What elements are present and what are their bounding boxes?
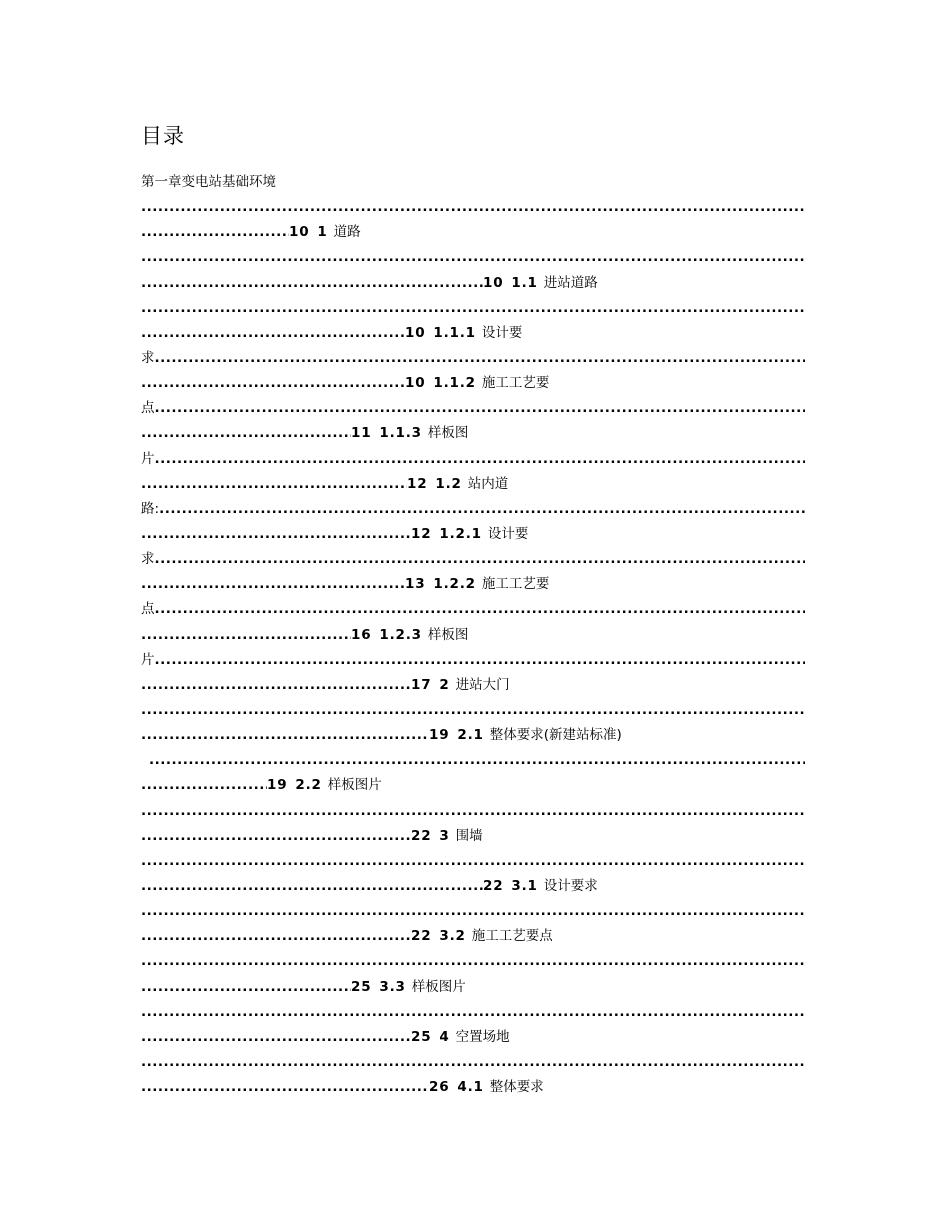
toc-entry-title: 整体要求(新建站标准) xyxy=(489,727,622,744)
toc-entry-title: 站内道 xyxy=(467,475,509,492)
toc-section-number: 3.3 xyxy=(379,978,406,995)
toc-section-number: 1.1.1 xyxy=(433,324,476,341)
toc-dot-leader xyxy=(141,195,805,220)
toc-entry[interactable] xyxy=(141,271,805,296)
toc-entry-continuation xyxy=(141,597,805,622)
toc-section-number: 3 xyxy=(439,827,450,844)
toc-entry-title: 围墙 xyxy=(455,827,483,844)
toc-page-number: 22 xyxy=(483,877,504,894)
toc-section-number: 4 xyxy=(439,1028,450,1045)
toc-entry-title-cont: 点 xyxy=(141,400,155,417)
toc-section-number: 1.1 xyxy=(511,274,538,291)
toc-entry[interactable] xyxy=(141,924,805,949)
toc-entry-continuation xyxy=(141,447,805,472)
toc-entry[interactable] xyxy=(141,874,805,899)
toc-page-number: 19 xyxy=(429,727,450,744)
toc-entry-title: 空置场地 xyxy=(455,1028,510,1045)
toc-section-number: 3.2 xyxy=(439,928,466,945)
toc-section-number: 1 xyxy=(317,224,328,241)
toc-section-number: 2.2 xyxy=(295,777,322,794)
toc-page-number: 12 xyxy=(411,525,432,542)
toc-page-number: 11 xyxy=(351,425,372,442)
toc-section-number: 4.1 xyxy=(457,1079,484,1096)
toc-entry[interactable] xyxy=(141,321,805,346)
toc-entry[interactable] xyxy=(141,472,805,497)
toc-section-number: 2.1 xyxy=(457,727,484,744)
toc-dot-leader xyxy=(141,1000,805,1025)
toc-entry-title: 设计要 xyxy=(481,324,523,341)
toc-entry[interactable] xyxy=(141,371,805,396)
toc-chapter-title: 第一章变电站基础环境 xyxy=(141,174,276,190)
toc-entry-title-cont: 片 xyxy=(141,450,155,467)
toc-entry-continuation xyxy=(141,396,805,421)
toc-section-number: 2 xyxy=(439,676,450,693)
toc-page-number: 26 xyxy=(429,1079,450,1096)
toc-entry[interactable] xyxy=(141,1025,805,1050)
toc-entry-title: 样板图片 xyxy=(411,978,466,995)
toc-entry[interactable] xyxy=(141,421,805,446)
toc-dot-leader xyxy=(141,899,805,924)
toc-dot-leader xyxy=(141,799,805,824)
toc-dot-leader xyxy=(141,698,805,723)
toc-dot-leader xyxy=(141,296,805,321)
toc-dot-leader xyxy=(141,1050,805,1075)
toc-section-number: 1.2.3 xyxy=(379,626,422,643)
toc-entry-title: 施工工艺要点 xyxy=(471,928,553,945)
toc-entry-title: 进站大门 xyxy=(455,676,510,693)
toc-entry-title-cont: 求 xyxy=(141,349,155,366)
toc-entry[interactable] xyxy=(141,522,805,547)
document-page xyxy=(141,0,805,1230)
toc-page-number: 10 xyxy=(289,224,310,241)
toc-section-number: 1.2.1 xyxy=(439,525,482,542)
toc-page-number: 22 xyxy=(411,928,432,945)
toc-page-number: 16 xyxy=(351,626,372,643)
toc-entry-title: 样板图 xyxy=(427,626,469,643)
toc-dot-leader xyxy=(141,949,805,974)
toc-entry-title-cont: 片 xyxy=(141,651,155,668)
toc-entry-title: 样板图 xyxy=(427,425,469,442)
toc-page-number: 10 xyxy=(405,324,426,341)
toc-entry-title: 整体要求 xyxy=(489,1079,544,1096)
toc-entry-continuation xyxy=(141,497,805,522)
toc-page-number: 10 xyxy=(483,274,504,291)
toc-entry-title-cont: 路: xyxy=(141,500,160,517)
toc-chapter-heading[interactable] xyxy=(141,170,805,195)
toc-page-number: 22 xyxy=(411,827,432,844)
toc-page-number: 10 xyxy=(405,375,426,392)
table-of-contents xyxy=(141,170,805,1100)
toc-page-number: 13 xyxy=(405,576,426,593)
toc-entry[interactable] xyxy=(141,824,805,849)
toc-dot-leader xyxy=(141,245,805,270)
toc-section-number: 3.1 xyxy=(511,877,538,894)
toc-entry-title: 施工工艺要 xyxy=(481,375,550,392)
toc-page-number: 12 xyxy=(407,475,428,492)
toc-entry-title: 样板图片 xyxy=(327,777,382,794)
toc-section-number: 1.1.3 xyxy=(379,425,422,442)
toc-page-number: 25 xyxy=(411,1028,432,1045)
toc-page-number: 19 xyxy=(267,777,288,794)
toc-dot-leader xyxy=(141,748,805,773)
toc-entry-title: 设计要求 xyxy=(543,877,598,894)
toc-page-number: 25 xyxy=(351,978,372,995)
toc-dot-leader xyxy=(141,849,805,874)
toc-entry[interactable] xyxy=(141,773,805,798)
toc-entry-title: 施工工艺要 xyxy=(481,576,550,593)
toc-entry[interactable] xyxy=(141,723,805,748)
toc-entry-continuation xyxy=(141,547,805,572)
toc-entry-continuation xyxy=(141,648,805,673)
toc-entry-title: 道路 xyxy=(333,224,361,241)
toc-entry[interactable] xyxy=(141,623,805,648)
toc-entry-title-cont: 点 xyxy=(141,601,155,618)
page-title: 目录 xyxy=(141,124,185,148)
toc-section-number: 1.2.2 xyxy=(433,576,476,593)
toc-entry[interactable] xyxy=(141,673,805,698)
toc-entry-continuation xyxy=(141,346,805,371)
toc-entry[interactable] xyxy=(141,975,805,1000)
toc-section-number: 1.1.2 xyxy=(433,375,476,392)
toc-entry-title: 进站道路 xyxy=(543,274,598,291)
toc-entry-title: 设计要 xyxy=(487,525,529,542)
toc-page-number: 17 xyxy=(411,676,432,693)
toc-section-number: 1.2 xyxy=(435,475,462,492)
toc-entry[interactable] xyxy=(141,220,805,245)
toc-entry[interactable] xyxy=(141,572,805,597)
toc-entry-title-cont: 求 xyxy=(141,551,155,568)
toc-entry[interactable] xyxy=(141,1075,805,1100)
